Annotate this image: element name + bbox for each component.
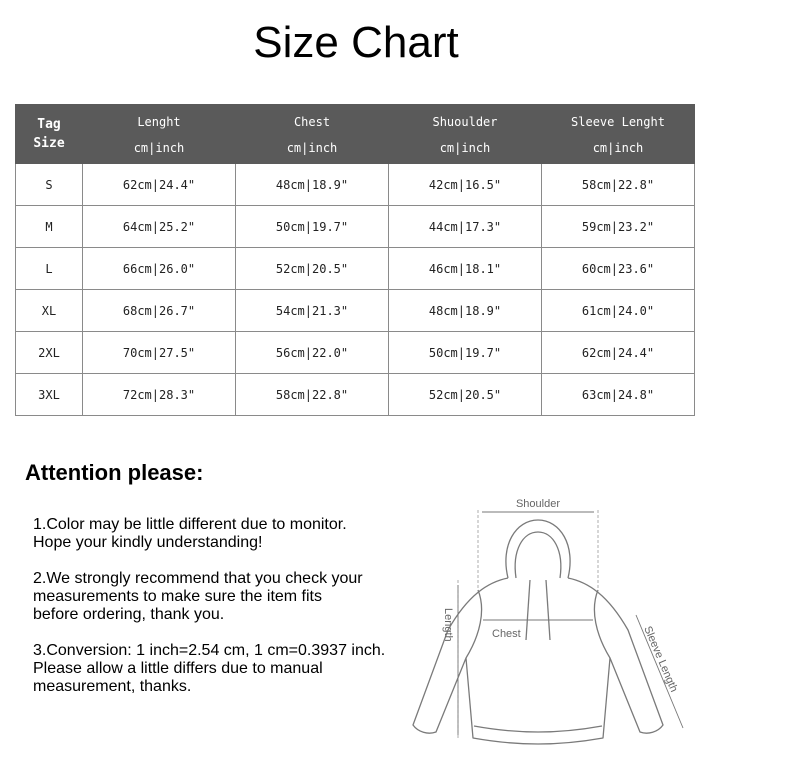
header-line2: cm|inch	[286, 141, 338, 155]
cell-chest: 50cm|19.7"	[236, 206, 389, 248]
table-row	[16, 206, 695, 248]
header-line1: Lenght	[137, 115, 181, 129]
header-line2: Size	[33, 136, 65, 151]
table-row	[16, 374, 695, 416]
cell-sleeve: 60cm|23.6"	[542, 248, 695, 290]
cell-size: 2XL	[16, 332, 83, 374]
cell-size: L	[16, 248, 83, 290]
header-shoulder	[389, 105, 542, 164]
page-title: Size Chart	[253, 18, 459, 67]
cell-size: M	[16, 206, 83, 248]
label-sleeve-length: Sleeve Length	[641, 624, 680, 694]
header-line2: cm|inch	[592, 141, 644, 155]
cell-chest: 54cm|21.3"	[236, 290, 389, 332]
cell-length: 64cm|25.2"	[83, 206, 236, 248]
header-chest	[236, 105, 389, 164]
cell-shoulder: 52cm|20.5"	[389, 374, 542, 416]
cell-shoulder: 46cm|18.1"	[389, 248, 542, 290]
cell-length: 72cm|28.3"	[83, 374, 236, 416]
header-sleeve-length	[542, 105, 695, 164]
cell-chest: 52cm|20.5"	[236, 248, 389, 290]
table-header-row	[16, 105, 695, 164]
table-row	[16, 332, 695, 374]
measurement-guides	[458, 510, 598, 740]
cell-chest: 56cm|22.0"	[236, 332, 389, 374]
header-length	[83, 105, 236, 164]
cell-shoulder: 42cm|16.5"	[389, 164, 542, 206]
cell-length: 62cm|24.4"	[83, 164, 236, 206]
size-table	[15, 104, 695, 416]
attention-heading: Attention please:	[25, 460, 204, 485]
measurement-arrows	[458, 512, 683, 735]
cell-size: 3XL	[16, 374, 83, 416]
cell-sleeve: 62cm|24.4"	[542, 332, 695, 374]
header-line1: Sleeve Lenght	[571, 115, 665, 129]
cell-length: 70cm|27.5"	[83, 332, 236, 374]
cell-size: XL	[16, 290, 83, 332]
table-row	[16, 164, 695, 206]
cell-sleeve: 63cm|24.8"	[542, 374, 695, 416]
table-row	[16, 290, 695, 332]
header-line2: cm|inch	[133, 141, 185, 155]
cell-chest: 58cm|22.8"	[236, 374, 389, 416]
cell-sleeve: 59cm|23.2"	[542, 206, 695, 248]
notes-list	[33, 516, 453, 714]
cell-length: 68cm|26.7"	[83, 290, 236, 332]
header-line2: cm|inch	[439, 141, 491, 155]
note-item: 2.We strongly recommend that you check your measurements to make sure the item fits before ordering, thank you.	[33, 570, 363, 623]
cell-shoulder: 44cm|17.3"	[389, 206, 542, 248]
header-line1: Tag	[37, 117, 61, 132]
note-item: 3.Conversion: 1 inch=2.54 cm, 1 cm=0.3937 inch. Please allow a little differs due to manual measurement, thanks.	[33, 642, 386, 695]
label-shoulder: Shoulder	[515, 498, 561, 510]
header-line1: Chest	[293, 115, 331, 129]
label-chest: Chest	[492, 628, 521, 640]
cell-sleeve: 61cm|24.0"	[542, 290, 695, 332]
header-line1: Shuoulder	[432, 115, 498, 129]
cell-sleeve: 58cm|22.8"	[542, 164, 695, 206]
hoodie-measurement-diagram	[408, 490, 708, 765]
table-row	[16, 248, 695, 290]
cell-length: 66cm|26.0"	[83, 248, 236, 290]
header-tag-size	[16, 105, 83, 164]
cell-size: S	[16, 164, 83, 206]
cell-chest: 48cm|18.9"	[236, 164, 389, 206]
cell-shoulder: 50cm|19.7"	[389, 332, 542, 374]
label-length: Length	[442, 608, 454, 642]
note-item: 1.Color may be little different due to monitor. Hope your kindly understanding!	[33, 516, 347, 551]
cell-shoulder: 48cm|18.9"	[389, 290, 542, 332]
